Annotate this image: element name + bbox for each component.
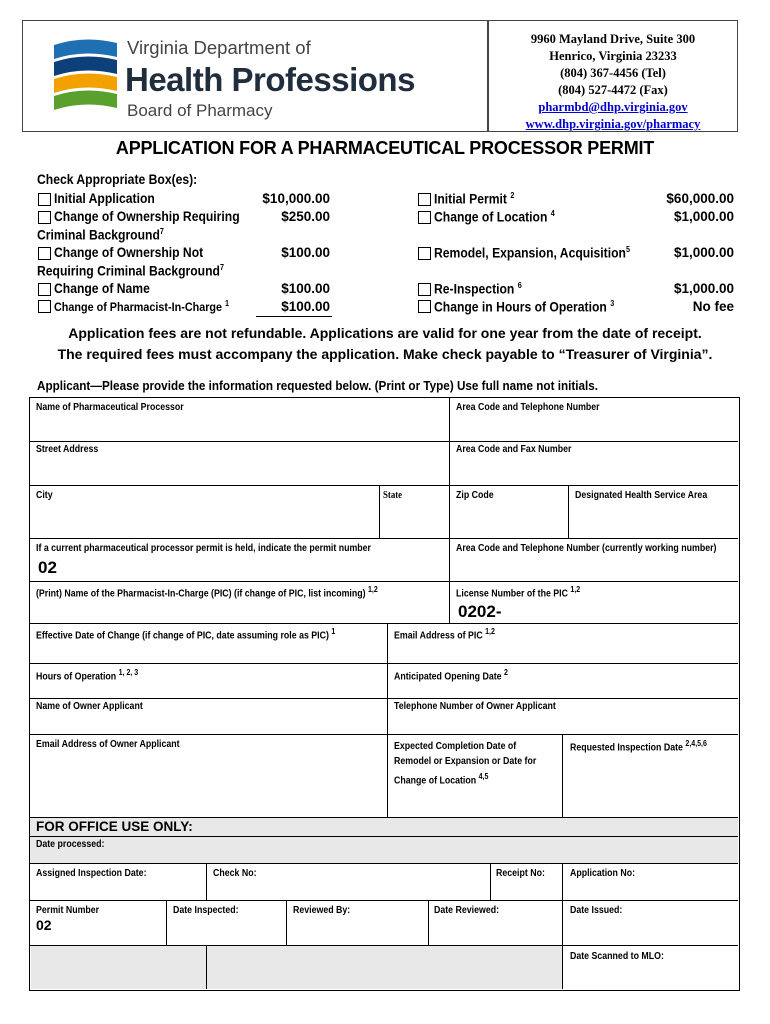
check-no-label: Check No: [213,868,257,879]
pic-name-label: (Print) Name of the Pharmacist-In-Charge (PIC) (if change of PIC, list incoming) $^{1,2}$ [36,585,378,600]
notice-payment: The required fees must accompany the application. Make check payable to “Treasurer of Virginia”. [57,346,713,362]
address-line: Henrico, Virginia 23233 [549,49,677,63]
street-label: Street Address [36,444,99,455]
change-hours-fee: No fee [692,299,734,314]
fax-label: Area Code and Fax Number [456,444,572,455]
processor-name-label: Name of Pharmaceutical Processor [36,402,184,413]
shaded-cell [207,946,562,989]
change-location-fee: $1,000.00 [673,209,734,224]
date-processed-label: Date processed: [36,839,105,850]
remodel-fee: $1,000.00 [673,245,734,260]
office-permit-number-label: Permit Number [36,905,100,916]
change-location-checkbox[interactable] [418,211,431,224]
date-inspected-label: Date Inspected: [173,905,239,916]
fax-line: (804) 527-4472 (Fax) [558,83,668,97]
change-name-checkbox[interactable] [38,283,51,296]
reinspection-checkbox[interactable] [418,283,431,296]
completion-date-label: Expected Completion Date of Remodel or Expansion or Date for Change of Location $^{4,5}$ [394,741,537,787]
reinspection-fee: $1,000.00 [673,281,734,296]
change-name-label: Change of Name [54,281,150,296]
ownership-cbc-label: Change of Ownership Requiring [54,209,240,224]
application-form [29,397,740,991]
address-line: 9960 Mayland Drive, Suite 300 [530,32,696,46]
applicant-instructions: Applicant—Please provide the information requested below. (Print or Type) Use full name not initials. [37,378,599,393]
change-hours-checkbox[interactable] [418,300,431,313]
application-no-label: Application No: [570,868,636,879]
dhp-logo-mark [49,35,119,115]
change-location-label: Change of Location $^4$ [434,209,555,225]
website-link[interactable]: www.dhp.virginia.gov/pharmacy [525,117,701,131]
receipt-no-label: Receipt No: [496,868,545,879]
hsa-label: Designated Health Service Area [575,490,708,501]
ownership-no-cbc-label-2: Requiring Criminal Background$^7$ [37,263,224,279]
permit-number-label: If a current pharmaceutical processor permit is held, indicate the permit number [36,543,371,554]
pic-email-label: Email Address of PIC $^{1,2}$ [394,627,495,642]
fee-underline [256,316,332,317]
opening-date-label: Anticipated Opening Date $^2$ [394,668,508,683]
logo-box [22,20,488,132]
city-label: City [36,490,53,501]
ownership-no-cbc-label: Change of Ownership Not [54,245,204,260]
effective-date-label: Effective Date of Change (if change of PIC, date assuming role as PIC) $^1$ [36,627,336,642]
ownership-no-cbc-fee: $100.00 [281,245,330,260]
board-address [488,20,738,132]
pic-license-label: License Number of the PIC $^{1,2}$ [456,585,581,600]
hours-label: Hours of Operation $^{1, 2, 3}$ [36,668,139,683]
logo-line1: Virginia Department of [127,37,311,58]
remodel-label: Remodel, Expansion, Acquisition$^5$ [434,245,630,261]
owner-phone-label: Telephone Number of Owner Applicant [394,701,556,712]
office-permit-number-value[interactable]: 02 [36,917,52,933]
owner-name-label: Name of Owner Applicant [36,701,143,712]
current-phone-label: Area Code and Telephone Number (currently working number) [456,543,717,554]
office-use-heading: FOR OFFICE USE ONLY: [36,819,193,834]
initial-permit-checkbox[interactable] [418,193,431,206]
initial-application-fee: $10,000.00 [262,191,330,206]
date-issued-label: Date Issued: [570,905,623,916]
email-link[interactable]: pharmbd@dhp.virginia.gov [538,100,688,114]
page-title: APPLICATION FOR A PHARMACEUTICAL PROCESSOR PERMIT [115,138,655,158]
change-hours-label: Change in Hours of Operation $^3$ [434,299,615,315]
change-pic-checkbox[interactable] [38,300,51,313]
ownership-no-cbc-checkbox[interactable] [38,247,51,260]
initial-application-label: Initial Application [54,191,155,206]
initial-permit-label: Initial Permit $^2$ [434,191,515,207]
date-reviewed-label: Date Reviewed: [434,905,500,916]
owner-email-label: Email Address of Owner Applicant [36,739,180,750]
reviewed-by-label: Reviewed By: [293,905,351,916]
state-label: State [383,490,403,501]
logo-line2: Health Professions [125,61,415,98]
remodel-checkbox[interactable] [418,247,431,260]
ownership-cbc-fee: $250.00 [281,209,330,224]
initial-permit-fee: $60,000.00 [666,191,734,206]
inspection-date-label: Requested Inspection Date $^{2,4,5,6}$ [570,739,707,754]
zip-label: Zip Code [456,490,494,501]
notice-refund: Application fees are not refundable. Applications are valid for one year from the date of receipt. [68,325,702,341]
tel-line: (804) 367-4456 (Tel) [560,66,666,80]
pic-license-value[interactable]: 0202- [458,602,502,621]
phone-label: Area Code and Telephone Number [456,402,600,413]
ownership-cbc-checkbox[interactable] [38,211,51,224]
permit-number-value[interactable]: 02 [38,558,57,577]
change-pic-fee: $100.00 [281,299,330,314]
check-heading: Check Appropriate Box(es): [37,172,198,187]
assigned-inspection-label: Assigned Inspection Date: [36,868,147,879]
logo-line3: Board of Pharmacy [127,101,273,120]
reinspection-label: Re-Inspection $^6$ [434,281,522,297]
shaded-cell [31,946,206,989]
change-name-fee: $100.00 [281,281,330,296]
change-pic-label: Change of Pharmacist-In-Charge $^1$ [54,299,230,314]
initial-application-checkbox[interactable] [38,193,51,206]
ownership-cbc-label-2: Criminal Background$^7$ [37,227,164,243]
date-scanned-label: Date Scanned to MLO: [570,951,664,962]
